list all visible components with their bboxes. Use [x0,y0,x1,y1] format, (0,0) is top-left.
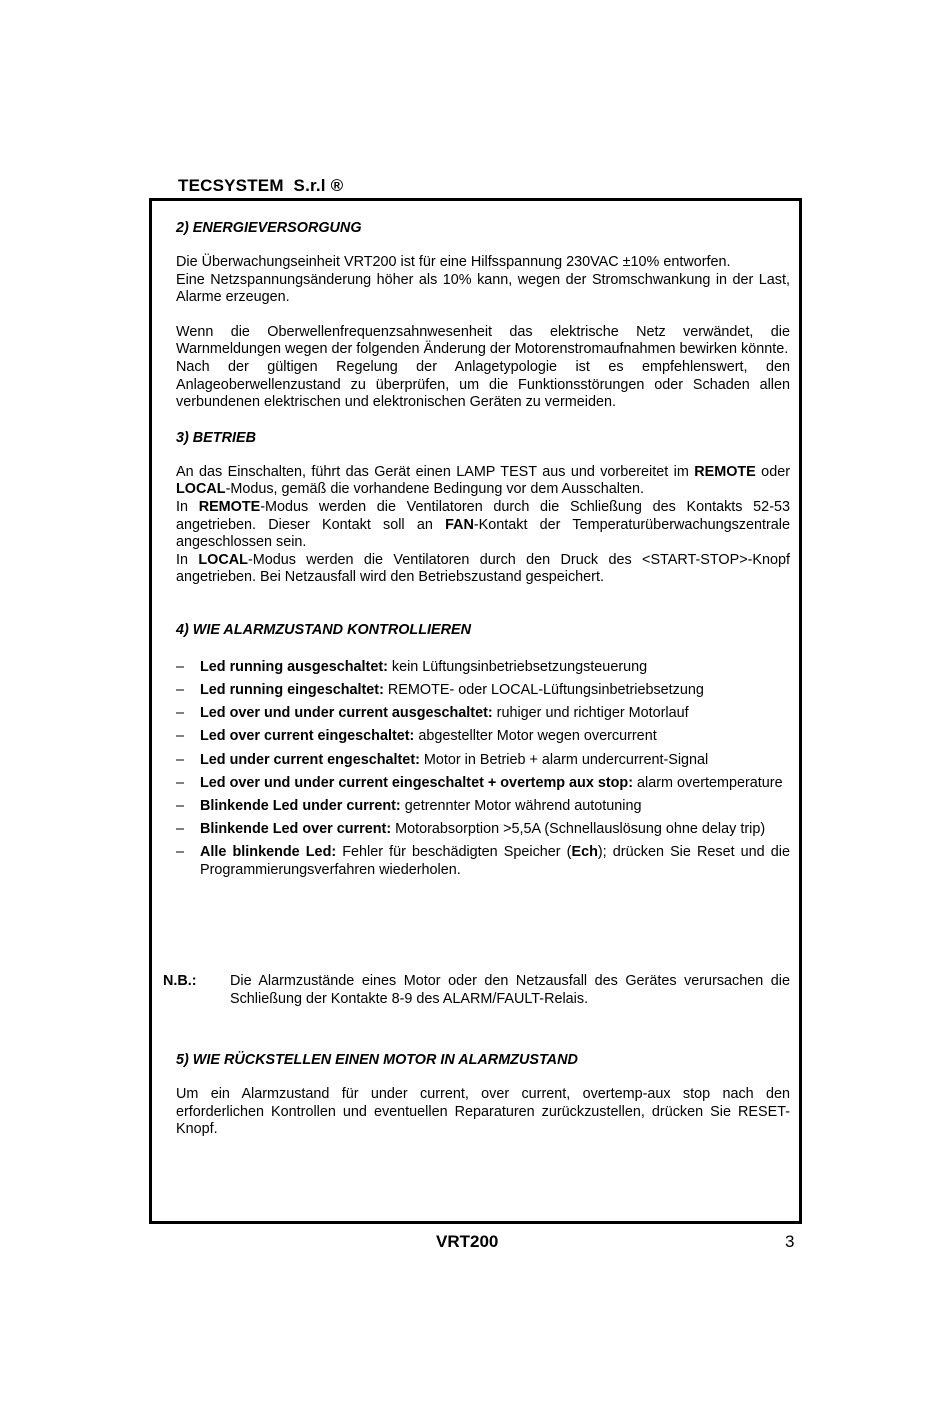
section-2-paragraph-2: Wenn die Oberwellenfrequenzsahnwesenheit das elektrische Netz verwändet, die Warnmeldungen wegen der folgenden Änderung der Motorenstromaufnahmen bewirken könnte. [176,323,790,358]
section-5-text: Um ein Alarmzustand für under current, over current, overtemp-aux stop nach den erforderlichen Kontrollen und eventuellen Reparaturen zurückzustellen, drücken Sie RESET-Knopf. [176,1086,790,1138]
list-item: – Alle blinkende Led: Fehler für beschädigten Speicher (Ech); drücken Sie Reset und die Programmierungsverfahren wiederholen. [176,844,790,878]
list-item: – Led over und under current ausgeschaltet: ruhiger und richtiger Motorlauf [176,705,689,722]
section-3-paragraph-2: In REMOTE-Modus werden die Ventilatoren durch die Schließung des Kontakts 52-53 angetrieben. Dieser Kontakt soll an FAN-Kontakt der Temperaturüberwachungszentrale angeschlossen sein. [176,498,790,551]
list-item: – Blinkende Led under current: getrennter Motor während autotuning [176,798,642,815]
page-number: 3 [785,1232,795,1251]
nota-bene-label: N.B.: [163,973,197,989]
list-item: – Led under current engeschaltet: Motor in Betrieb + alarm undercurrent-Signal [176,751,709,768]
section-2-paragraph-3: Nach der gültigen Regelung der Anlagetypologie ist es empfehlenswert, den Anlageoberwellenzustand zu überprüfen, um die Funktionsstörungen oder Schaden allen verbundenen elektrischen und elektronischen Geräten zu vermeiden. [176,358,790,411]
section-3-paragraph-1: An das Einschalten, führt das Gerät einen LAMP TEST aus und vorbereitet im REMOTE oder LOCAL-Modus, gemäß die vorhandene Bedingung vor dem Ausschalten. [176,463,790,498]
list-item: – Led over current eingeschaltet: abgestellter Motor wegen overcurrent [176,728,657,745]
section-2-title: 2) ENERGIEVERSORGUNG [176,220,362,236]
alarm-status-list [176,659,790,880]
section-3-title: 3) BETRIEB [176,429,256,446]
footer-model: VRT200 [436,1232,499,1251]
list-item: – Blinkende Led over current: Motorabsorption >5,5A (Schnellauslösung ohne delay trip) [176,821,766,838]
list-item: – Led running eingeschaltet: REMOTE- oder LOCAL-Lüftungsinbetriebsetzung [176,682,704,699]
section-5-title: 5) WIE RÜCKSTELLEN EINEN MOTOR IN ALARMZUSTAND [176,1052,578,1068]
section-2-line-1: Die Überwachungseinheit VRT200 ist für eine Hilfsspannung 230VAC ±10% entworfen. [176,254,731,270]
section-5 [176,1051,790,1139]
section-2-line-2: Eine Netzspannungsänderung höher als 10% kann, wegen der Stromschwankung in der Last, Alarme erzeugen. [176,271,790,306]
nota-bene-text: Die Alarmzustände eines Motor oder den Netzausfall des Gerätes verursachen die Schließung der Kontakte 8-9 des ALARM/FAULT-Relais. [230,973,790,1007]
list-item: – Led over und under current eingeschaltet + overtemp aux stop: alarm overtemperature [176,774,783,791]
section-4-title: 4) WIE ALARMZUSTAND KONTROLLIEREN [176,621,471,638]
list-item: – Led running ausgeschaltet: kein Lüftungsinbetriebsetzungsteuerung [176,658,648,675]
company-header: TECSYSTEM S.r.l ® [178,176,344,195]
nota-bene [163,973,790,1008]
section-3-paragraph-3: In LOCAL-Modus werden die Ventilatoren durch den Druck des <START-STOP>-Knopf angetrieben. Bei Netzausfall wird den Betriebszustand gespeichert. [176,551,791,586]
main-content [176,219,790,885]
